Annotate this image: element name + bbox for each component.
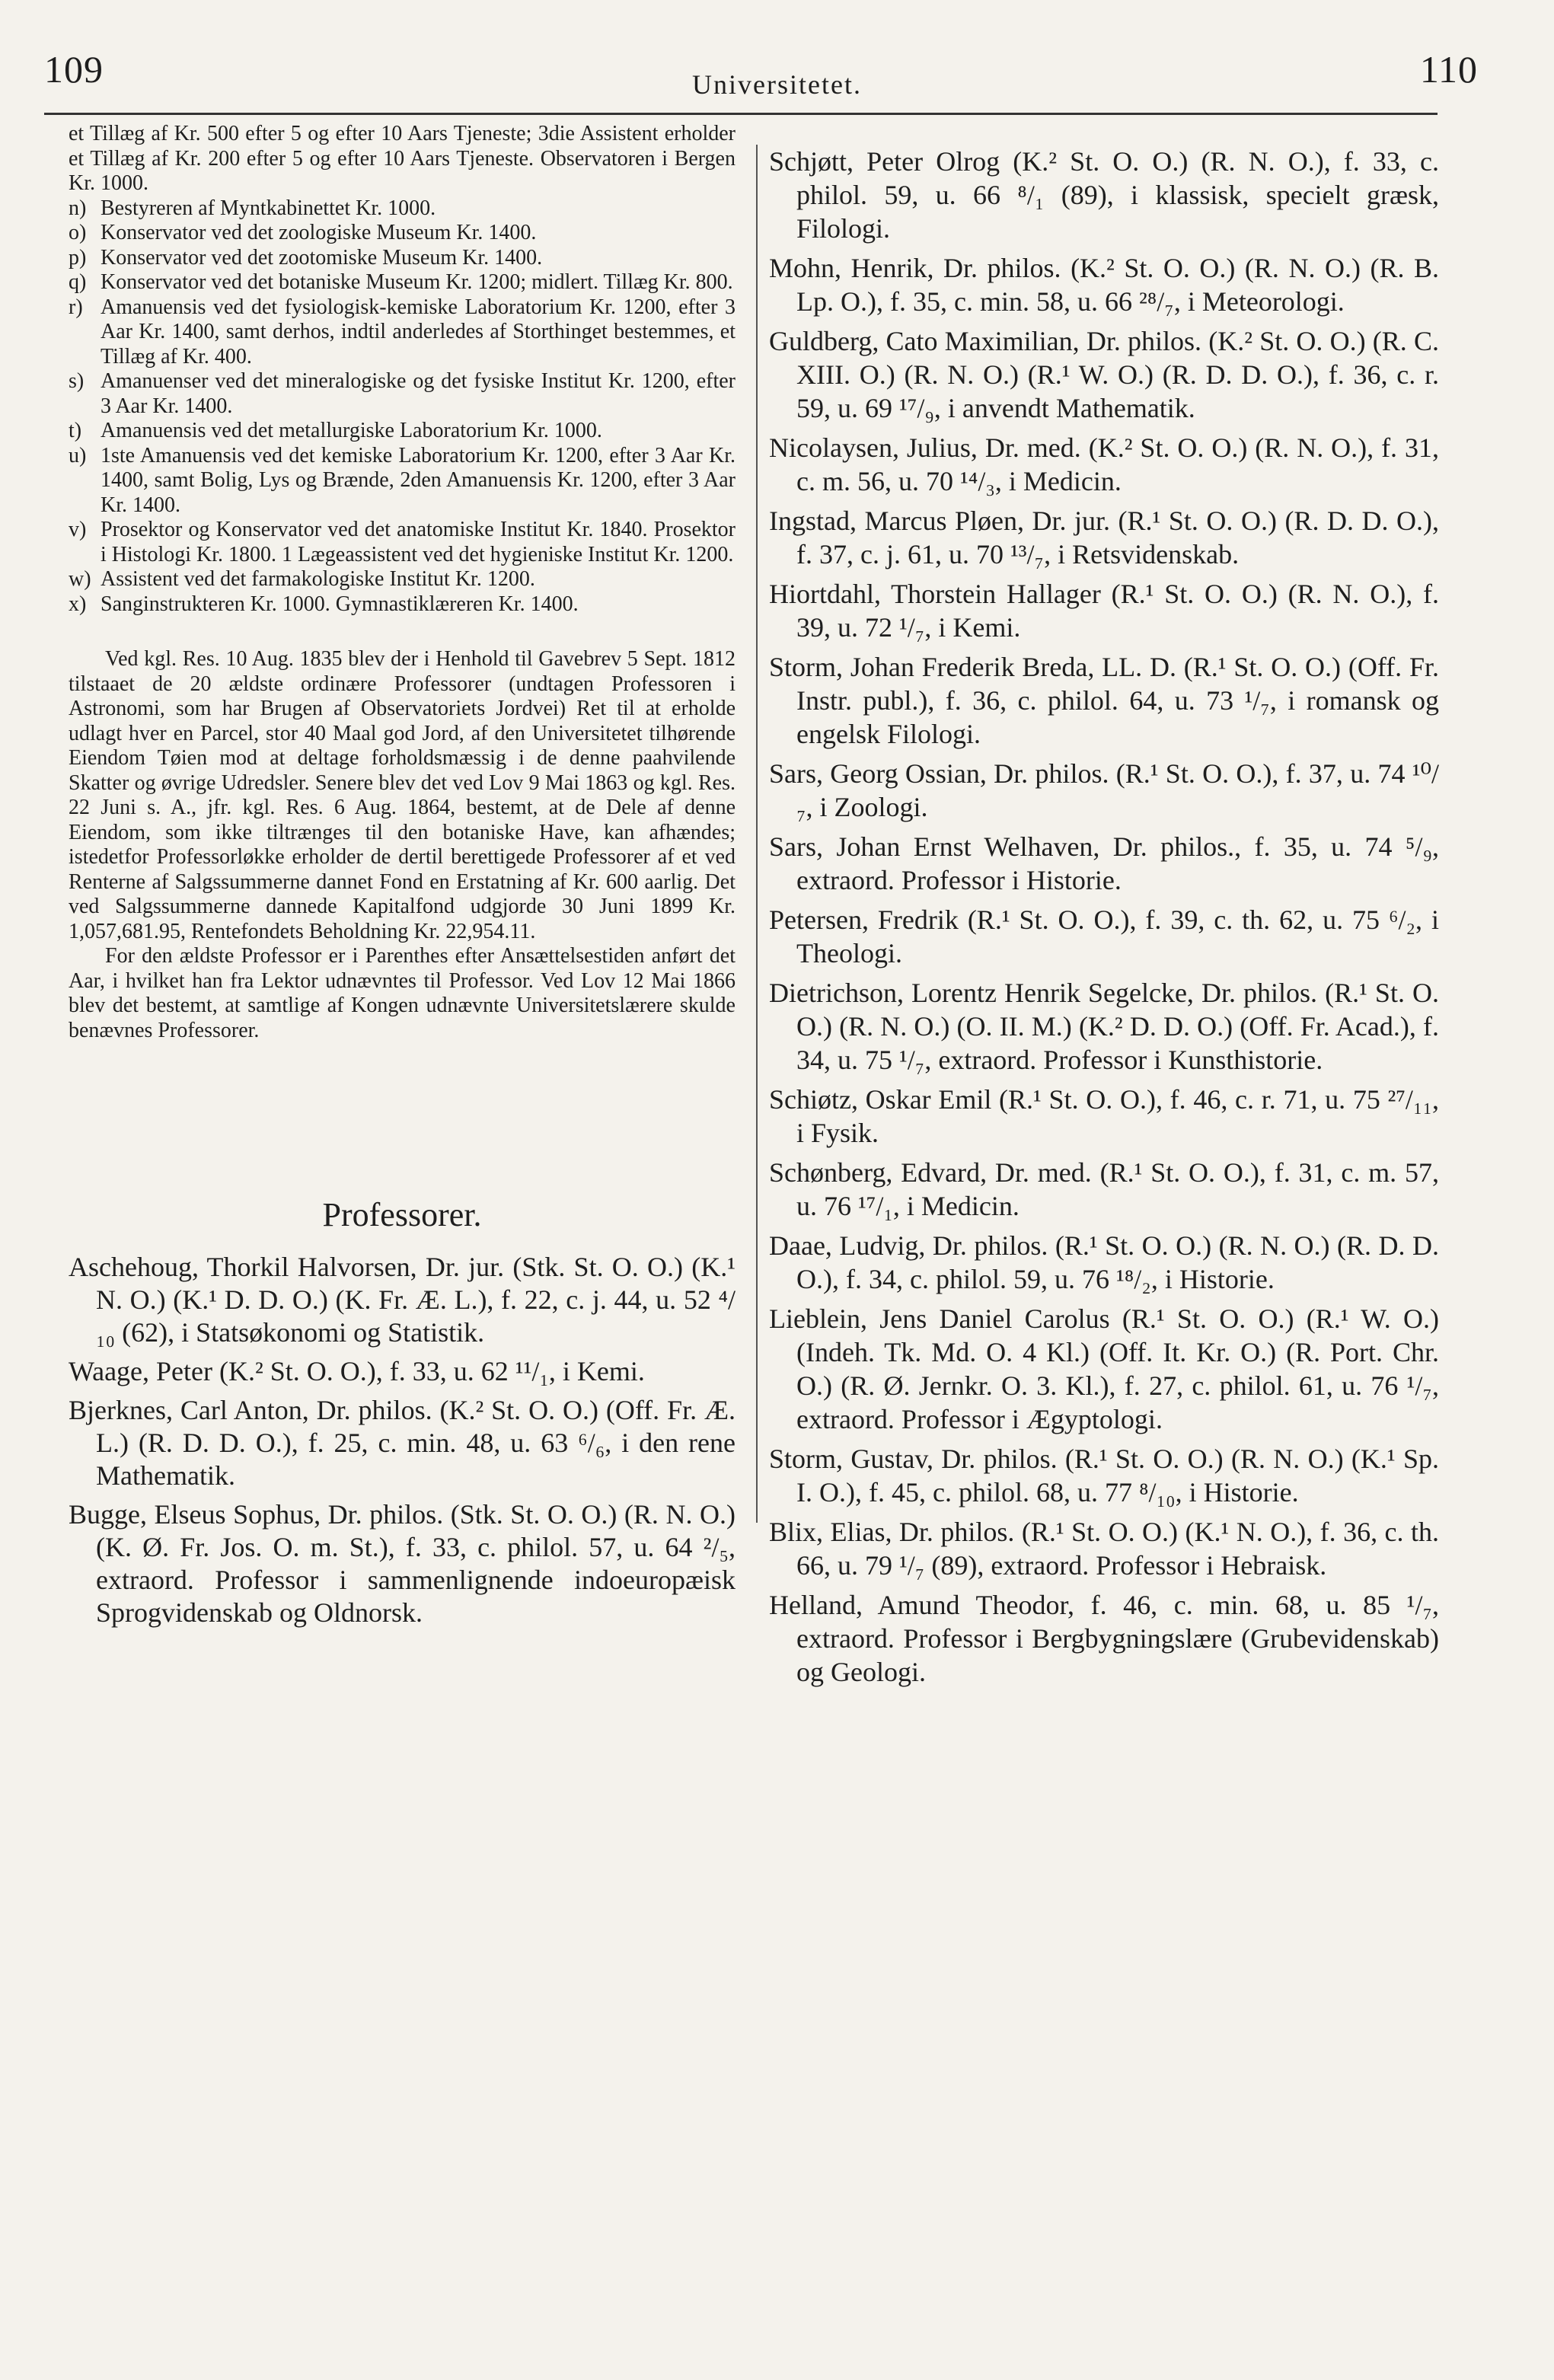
paragraph-professor-note: For den ældste Professor er i Parenthes efter Ansættelsestiden anført det Aar, i hvilket han fra Lektor udnævntes til Professor. Ved Lov 12 Mai 1866 blev det bestemt, at samtlige af Kongen udnævnte Universitetslærere skulde benævnes Professorer. xyxy=(69,944,736,1042)
professor-entry: Sars, Georg Ossian, Dr. philos. (R.¹ St. O. O.), f. 37, u. 74 ¹⁰/₇, i Zoologi. xyxy=(769,758,1439,822)
item-text: Amanuensis ved det fysiologisk-kemiske Laboratorium Kr. 1200, efter 3 Aar Kr. 1400, samt derhos, indtil anderledes af Storthinget bestemmes, et Tillæg af Kr. 400. xyxy=(101,295,736,368)
professor-entry: Petersen, Fredrik (R.¹ St. O. O.), f. 39, c. th. 62, u. 75 ⁶/₂, i Theologi. xyxy=(769,904,1439,968)
professor-entry: Blix, Elias, Dr. philos. (R.¹ St. O. O.) (K.¹ N. O.), f. 36, c. th. 66, u. 79 ¹/₇ (89), extraord. Professor i Hebraisk. xyxy=(769,1517,1439,1581)
column-divider xyxy=(756,145,758,1523)
item-text: Konservator ved det zoologiske Museum Kr. 1400. xyxy=(101,221,537,244)
professor-entry: Sars, Johan Ernst Welhaven, Dr. philos., f. 35, u. 74 ⁵/₉, extraord. Professor i Historie. xyxy=(769,831,1439,895)
item-label: t) xyxy=(69,419,82,442)
header-rule xyxy=(44,113,1438,115)
item-text: Amanuenser ved det mineralogiske og det fysiske Institut Kr. 1200, efter 3 Aar Kr. 1400. xyxy=(101,369,736,418)
item-text: Sanginstrukteren Kr. 1000. Gymnastiklæreren Kr. 1400. xyxy=(101,592,579,616)
running-title: Universitetet. xyxy=(692,69,862,100)
item-label: s) xyxy=(69,369,85,393)
professor-entry: Helland, Amund Theodor, f. 46, c. min. 68, u. 85 ¹/₇, extraord. Professor i Bergbygningslære (Grubevidenskab) og Geologi. xyxy=(769,1590,1439,1687)
list-item xyxy=(69,369,736,419)
professor-entry: Bugge, Elseus Sophus, Dr. philos. (Stk. St. O. O.) (R. N. O.) (K. Ø. Fr. Jos. O. m. St.), f. 33, c. philol. 57, u. 64 ²/₅, extraord. Professor i sammenlignende indoeuropæisk Sprogvidenskab og Oldnorsk. xyxy=(69,1498,736,1628)
page-number-right: 110 xyxy=(1419,48,1478,91)
item-label: x) xyxy=(69,592,87,616)
list-item xyxy=(69,221,736,246)
item-text: Bestyreren af Myntkabinettet Kr. 1000. xyxy=(101,196,436,220)
professor-entry: Lieblein, Jens Daniel Carolus (R.¹ St. O. O.) (R.¹ W. O.) (Indeh. Tk. Md. O. 4 Kl.) (Off. It. Kr. O.) (R. Port. Chr. O.) (R. Ø. Jernkr. O. 3. Kl.), f. 27, c. philol. 61, u. 76 ¹/₇, extraord. Professor i Ægyptologi. xyxy=(769,1303,1439,1434)
item-label: w) xyxy=(69,567,91,591)
list-item xyxy=(69,270,736,295)
item-label: r) xyxy=(69,295,83,319)
item-text: Konservator ved det botaniske Museum Kr. 1200; midlert. Tillæg Kr. 800. xyxy=(101,270,733,294)
list-item xyxy=(69,518,736,567)
item-label: v) xyxy=(69,518,87,541)
professor-entry: Bjerknes, Carl Anton, Dr. philos. (K.² St. O. O.) (Off. Fr. Æ. L.) (R. D. D. O.), f. 25, c. min. 48, u. 63 ⁶/₆, i den rene Mathematik. xyxy=(69,1394,736,1491)
right-column xyxy=(769,145,1439,1695)
list-item xyxy=(69,246,736,271)
item-label: u) xyxy=(69,443,87,467)
item-text: Prosektor og Konservator ved det anatomiske Institut Kr. 1840. Prosektor i Histologi Kr. 1800. 1 Lægeassistent ved det hygieniske Institut Kr. 1200. xyxy=(101,518,736,566)
list-item xyxy=(69,295,736,370)
professor-entry: Schjøtt, Peter Olrog (K.² St. O. O.) (R. N. O.), f. 33, c. philol. 59, u. 66 ⁸/₁ (89), i klassisk, specielt græsk, Filologi. xyxy=(769,146,1439,244)
item-text: Assistent ved det farmakologiske Institut Kr. 1200. xyxy=(101,567,535,591)
professor-entry: Guldberg, Cato Maximilian, Dr. philos. (K.² St. O. O.) (R. C. XIII. O.) (R. N. O.) (R.¹ W. O.) (R. D. D. O.), f. 36, c. r. 59, u. 69 ¹⁷/₉, i anvendt Mathematik. xyxy=(769,326,1439,423)
list-item xyxy=(69,419,736,444)
professor-entry: Daae, Ludvig, Dr. philos. (R.¹ St. O. O.) (R. N. O.) (R. D. D. O.), f. 34, c. philol. 59, u. 76 ¹⁸/₂, i Historie. xyxy=(769,1230,1439,1294)
item-label: p) xyxy=(69,245,87,270)
professor-entry: Schiøtz, Oskar Emil (R.¹ St. O. O.), f. 46, c. r. 71, u. 75 ²⁷/₁₁, i Fysik. xyxy=(769,1084,1439,1148)
list-item xyxy=(69,444,736,518)
professor-entry: Hiortdahl, Thorstein Hallager (R.¹ St. O. O.) (R. N. O.), f. 39, u. 72 ¹/₇, i Kemi. xyxy=(769,579,1439,643)
left-column xyxy=(69,122,736,1635)
item-text: Konservator ved det zootomiske Museum Kr. 1400. xyxy=(101,245,543,270)
page-number-left: 109 xyxy=(44,48,104,91)
intro-text: et Tillæg af Kr. 500 efter 5 og efter 10 Aars Tjeneste; 3die Assistent erholder et Tillæg af Kr. 200 efter 5 og efter 10 Aars Tjeneste. Observatoren i Bergen Kr. 1000. xyxy=(69,122,736,195)
professor-entry: Nicolaysen, Julius, Dr. med. (K.² St. O. O.) (R. N. O.), f. 31, c. m. 56, u. 70 ¹⁴/₃, i Medicin. xyxy=(769,432,1439,496)
professor-entry: Storm, Gustav, Dr. philos. (R.¹ St. O. O.) (R. N. O.) (K.¹ Sp. I. O.), f. 45, c. philol. 68, u. 77 ⁸/₁₀, i Historie. xyxy=(769,1444,1439,1507)
list-item xyxy=(69,592,736,617)
professor-entry: Mohn, Henrik, Dr. philos. (K.² St. O. O.) (R. N. O.) (R. B. Lp. O.), f. 35, c. min. 58, u. 66 ²⁸/₇, i Meteorologi. xyxy=(769,253,1439,317)
section-title: Professorer. xyxy=(322,1196,482,1233)
item-label: o) xyxy=(69,221,87,244)
professor-entry: Waage, Peter (K.² St. O. O.), f. 33, u. 62 ¹¹/₁, i Kemi. xyxy=(69,1355,645,1386)
professor-entry: Dietrichson, Lorentz Henrik Segelcke, Dr. philos. (R.¹ St. O. O.) (R. N. O.) (O. II. M.) (K.² D. D. O.) (Off. Fr. Acad.), f. 34, u. 75 ¹/₇, extraord. Professor i Kunsthistorie. xyxy=(769,978,1439,1075)
professor-entry: Ingstad, Marcus Pløen, Dr. jur. (R.¹ St. O. O.) (R. D. D. O.), f. 37, c. j. 61, u. 70 ¹³/₇, i Retsvidenskab. xyxy=(769,506,1439,569)
list-item xyxy=(69,567,736,592)
professor-entry: Schønberg, Edvard, Dr. med. (R.¹ St. O. O.), f. 31, c. m. 57, u. 76 ¹⁷/₁, i Medicin. xyxy=(769,1157,1439,1221)
spacer xyxy=(69,617,736,647)
item-text: Amanuensis ved det metallurgiske Laboratorium Kr. 1000. xyxy=(101,419,602,442)
item-text: 1ste Amanuensis ved det kemiske Laboratorium Kr. 1200, efter 3 Aar Kr. 1400, samt Bolig, Lys og Brænde, 2den Amanuensis Kr. 1200, efter 3 Aar Kr. 1400. xyxy=(101,443,736,517)
item-label: n) xyxy=(69,196,87,220)
professor-entry: Storm, Johan Frederik Breda, LL. D. (R.¹ St. O. O.) (Off. Fr. Instr. publ.), f. 36, c. philol. 64, u. 73 ¹/₇, i romansk og engelsk Filologi. xyxy=(769,652,1439,749)
paragraph-tøien: Ved kgl. Res. 10 Aug. 1835 blev der i Henhold til Gavebrev 5 Sept. 1812 tilstaaet de 20 ældste ordinære Professorer (undtagen Professoren i Astronomi, som har Brugen af Observatoriets Jordvei) Ret til at erholde udlagt hver en Parcel, stor 40 Maal god Jord, af den Universitetet tilhørende Eiendom Tøien mod at deltage forholdsmæssig i de denne paahvilende Skatter og øvrige Udredsler. Senere blev det ved Lov 9 Mai 1863 og kgl. Res. 22 Juni s. A., jfr. kgl. Res. 6 Aug. 1864, bestemt, at de Dele af denne Eiendom, som ikke tiltrænges til den botaniske Have, kan afhændes; istedetfor Professorløkke erholder de dertil berettigede Professorer af et ved Renterne af Salgssummerne dannet Fond en Erstatning af Kr. 600 aarlig. Det ved Salgssummerne dannede Kapitalfond udgjorde 30 Juni 1899 Kr. 1,057,681.95, Rentefondets Beholdning Kr. 22,954.11. xyxy=(69,647,736,943)
list-item xyxy=(69,196,736,222)
item-label: q) xyxy=(69,270,87,294)
professor-entry: Aschehoug, Thorkil Halvorsen, Dr. jur. (Stk. St. O. O.) (K.¹ N. O.) (K.¹ D. D. O.) (K. Fr. Æ. L.), f. 22, c. j. 44, u. 52 ⁴/₁₀ (62), i Statsøkonomi og Statistik. xyxy=(69,1251,736,1348)
